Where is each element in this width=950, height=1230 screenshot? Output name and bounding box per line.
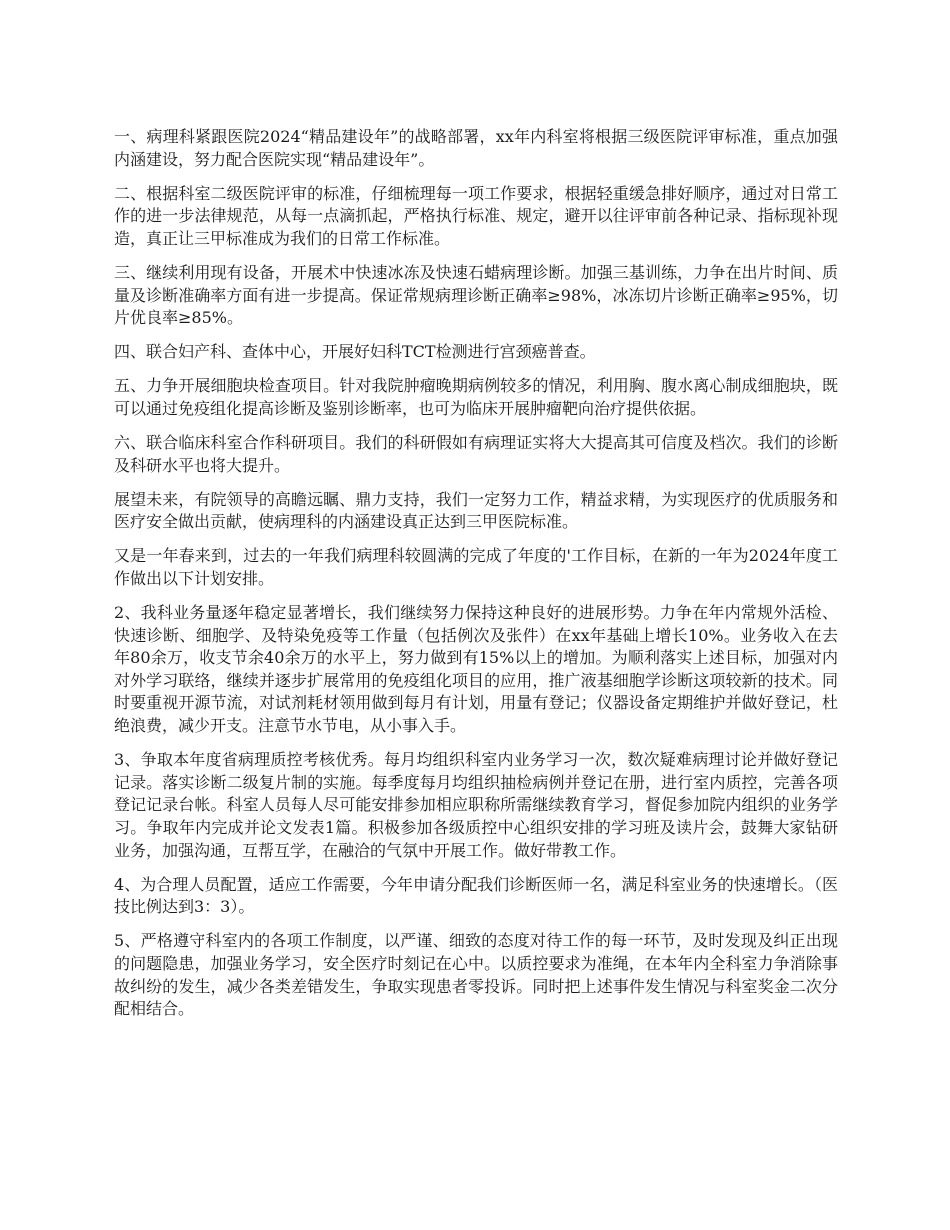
paragraph-intro-4: 四、联合妇产科、查体中心，开展好妇科TCT检测进行宫颈癌普查。 <box>114 342 596 362</box>
document-body <box>114 126 838 1032</box>
paragraph-intro-5: 五、力争开展细胞块检查项目。针对我院肿瘤晚期病例较多的情况，利用胸、腹水离心制成细胞块，既可以通过免疫组化提高诊断及鉴别诊断率，也可为临床开展肿瘤靶向治疗提供依据。 <box>114 376 838 418</box>
paragraph-intro-2: 二、根据科室二级医院评审的标准，仔细梳理每一项工作要求，根据轻重缓急排好顺序，通过对日常工作的进一步法律规范，从每一点滴抓起，严格执行标准、规定，避开以往评审前各种记录、指标现补现造，真正让三甲标准成为我们的日常工作标准。 <box>114 183 838 248</box>
paragraph-new-year: 又是一年春来到，过去的一年我们病理科较圆满的完成了年度的'工作目标，在新的一年为2024年度工作做出以下计划安排。 <box>114 546 838 588</box>
paragraph-outlook: 展望未来，有院领导的高瞻远瞩、鼎力支持，我们一定努力工作，精益求精，为实现医疗的优质服务和医疗安全做出贡献，使病理科的内涵建设真正达到三甲医院标准。 <box>114 489 838 532</box>
paragraph-intro-1: 一、病理科紧跟医院2024“精品建设年”的战略部署，xx年内科室将根据三级医院评审标准，重点加强内涵建设，努力配合医院实现“精品建设年”。 <box>114 127 838 169</box>
paragraph-plan-2: 2、我科业务量逐年稳定显著增长，我们继续努力保持这种良好的进展形势。力争在年内常规外活检、快速诊断、细胞学、及特染免疫等工作量（包括例次及张件）在xx年基础上增长10%。业务收入在去年80余万，收支节余40余万的水平上，努力做到有15%以上的增加。为顺利落实上述目标，加强对内对外学习联络，继续并逐步扩展常用的免疫组化项目的应用，推广液基细胞学诊断这项较新的技术。同时要重视开源节流，对试剂耗材领用做到每月有计划，用量有登记；仪器设备定期维护并做好登记，杜绝浪费，减少开支。注意节水节电，从小事入手。 <box>114 603 838 736</box>
paragraph-intro-6: 六、联合临床科室合作科研项目。我们的科研假如有病理证实将大大提高其可信度及档次。我们的诊断及科研水平也将大提升。 <box>114 433 838 475</box>
paragraph-plan-5: 5、严格遵守科室内的各项工作制度，以严谨、细致的态度对待工作的每一环节，及时发现及纠正出现的问题隐患，加强业务学习，安全医疗时刻记在心中。以质控要求为准绳，在本年内全科室力争消除事故纠纷的发生，减少各类差错发生，争取实现患者零投诉。同时把上述事件发生情况与科室奖金二次分配相结合。 <box>114 931 838 1019</box>
paragraph-intro-3: 三、继续利用现有设备，开展术中快速冰冻及快速石蜡病理诊断。加强三基训练，力争在出片时间、质量及诊断准确率方面有进一步提高。保证常规病理诊断正确率≥98%，冰冻切片诊断正确率≥95%，切片优良率≥85%。 <box>114 262 838 328</box>
paragraph-plan-4: 4、为合理人员配置，适应工作需要，今年申请分配我们诊断医师一名，满足科室业务的快速增长。（医技比例达到3：3）。 <box>114 874 838 917</box>
paragraph-plan-3: 3、争取本年度省病理质控考核优秀。每月均组织科室内业务学习一次，数次疑难病理讨论并做好登记记录。落实诊断二级复片制的实施。每季度每月均组织抽检病例并登记在册，进行室内质控，完善各项登记记录台帐。科室人员每人尽可能安排参加相应职称所需继续教育学习，督促参加院内组织的业务学习。争取年内完成并论文发表1篇。积极参加各级质控中心组织安排的学习班及读片会，鼓舞大家钻研业务，加强沟通，互帮互学，在融洽的气氛中开展工作。做好带教工作。 <box>114 750 838 860</box>
